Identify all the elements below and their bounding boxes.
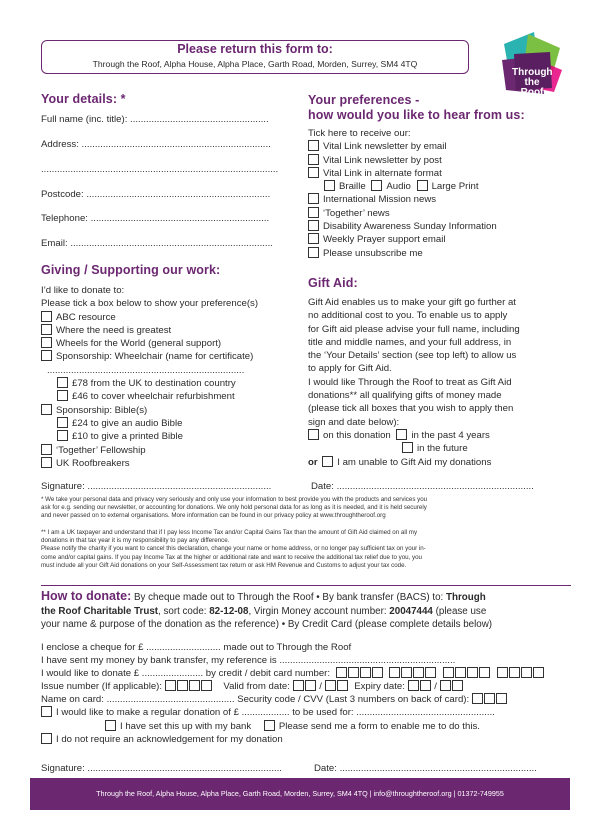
checkbox[interactable] <box>41 324 52 335</box>
signature-field[interactable]: Signature: ..................................................................... <box>41 481 272 492</box>
giving-intro-2: Please tick a box below to show your preference(s) <box>41 298 259 310</box>
pref-intl[interactable]: International Mission news <box>308 193 568 206</box>
or-label: or <box>308 456 318 468</box>
payment-section <box>41 641 576 746</box>
pref-formats <box>308 180 568 193</box>
cheque-line[interactable]: I enclose a cheque for £ ............................ made out to Through the Roof <box>41 642 352 653</box>
name-label: Name on card: ................................................ Security code / CVV (Last 3 numbers on back of card): <box>41 694 470 706</box>
how-text: , Virgin Money account number: <box>248 605 390 617</box>
date-field-2[interactable]: Date: .......................................................................... <box>314 763 537 774</box>
slash: / <box>319 681 322 693</box>
pref-vl-alt[interactable]: Vital Link in alternate format <box>308 167 568 180</box>
pref-together[interactable]: ‘Together’ news <box>308 207 568 220</box>
checkbox-setup[interactable] <box>105 720 116 731</box>
option-sponsor-wheelchair[interactable]: Sponsorship: Wheelchair (name for certificate) <box>41 350 301 363</box>
on-donation-label: on this donation <box>323 429 391 441</box>
postcode-field[interactable]: Postcode: ..................................................................... <box>41 189 271 200</box>
checkbox[interactable] <box>308 233 319 244</box>
telephone-field[interactable]: Telephone: ................................................................... <box>41 213 270 224</box>
checkbox[interactable] <box>308 193 319 204</box>
checkbox-large-print[interactable] <box>417 180 428 191</box>
gift-aid-line: the ‘Your Details’ section (see top left) to allow us <box>308 350 517 362</box>
gift-aid-line: title and middle names, and your full address, in <box>308 336 512 348</box>
send-form-label: Please send me a form to enable me to do this. <box>278 720 480 732</box>
pref-prayer[interactable]: Weekly Prayer support email <box>308 233 568 246</box>
checkbox-past4[interactable] <box>396 429 407 440</box>
issue-line <box>41 680 576 693</box>
setup-line <box>41 720 576 733</box>
setup-label: I have set this up with my bank <box>120 720 252 732</box>
checkbox[interactable] <box>308 140 319 151</box>
how-heading: How to donate: <box>41 589 132 603</box>
pref-unsub[interactable]: Please unsubscribe me <box>308 247 568 260</box>
logo-text: Through the Roof <box>512 67 553 98</box>
option-b10[interactable]: £10 to give a printed Bible <box>41 430 301 443</box>
checkbox[interactable] <box>308 220 319 231</box>
sort-code: 82-12-08 <box>209 605 249 617</box>
card-group-4[interactable] <box>497 668 545 679</box>
checkbox[interactable] <box>41 706 52 717</box>
pref-dasi[interactable]: Disability Awareness Sunday Information <box>308 220 568 233</box>
checkbox[interactable] <box>41 350 52 361</box>
account-number: 20047444 <box>389 605 433 617</box>
gift-aid-line: for Gift aid please advise your full name, including <box>308 323 520 335</box>
full-name-field[interactable]: Full name (inc. title): .................................................... <box>41 114 269 125</box>
divider <box>41 585 571 586</box>
valid-label: Valid from date: <box>223 681 290 693</box>
how-text: (please use <box>432 605 487 617</box>
past4-label: in the past 4 years <box>411 429 490 441</box>
unable-label: I am unable to Gift Aid my donations <box>337 456 492 468</box>
valid-month[interactable] <box>293 681 317 692</box>
option-wc78[interactable]: £78 from the UK to destination country <box>41 377 301 390</box>
slash: / <box>434 681 437 693</box>
logo <box>494 30 566 100</box>
gift-aid-options-row1 <box>308 429 573 442</box>
bank-name: Through <box>446 592 486 603</box>
audio-label: Audio <box>386 181 411 193</box>
card-number-line[interactable] <box>41 667 576 680</box>
how-text-3: your name & purpose of the donation as the reference) • By Credit Card (please complete details below) <box>41 619 493 630</box>
bank-name-2: the Roof Charitable Trust <box>41 605 159 617</box>
email-field[interactable]: Email: ............................................................................ <box>41 238 273 249</box>
gift-aid-text <box>308 296 573 469</box>
checkbox-send-form[interactable] <box>264 720 275 731</box>
checkbox-future[interactable] <box>402 442 413 453</box>
footer-text: Through the Roof, Alpha House, Alpha Place, Garth Road, Morden, Surrey, SM4 4TQ | info@throughtheroof.org | 01372-749955 <box>96 789 504 798</box>
checkbox[interactable] <box>41 457 52 468</box>
return-title: Please return this form to: <box>177 42 333 56</box>
checkbox[interactable] <box>57 430 68 441</box>
card-group-3[interactable] <box>443 668 491 679</box>
checkbox[interactable] <box>57 417 68 428</box>
details-heading: Your details: * <box>41 92 126 106</box>
preferences-intro: Tick here to receive our: <box>308 128 411 139</box>
option-sponsor-bible[interactable]: Sponsorship: Bible(s) <box>41 404 301 417</box>
braille-label: Braille <box>339 181 366 193</box>
gift-aid-line: donations** all qualifying gifts of money made <box>308 390 502 402</box>
gift-aid-line: I would like Through the Roof to treat as Gift Aid <box>308 376 512 388</box>
gift-aid-line: no additional cost to you. To enable us to apply <box>308 310 508 322</box>
bank-ref-line[interactable]: I have sent my money by bank transfer, my reference is .................................................................. <box>41 655 456 667</box>
no-ack-line[interactable]: I do not require an acknowledgement for my donation <box>41 733 576 746</box>
checkbox[interactable] <box>41 311 52 322</box>
option-wheels[interactable]: Wheels for the World (general support) <box>41 337 301 350</box>
giving-intro-1: I’d like to donate to: <box>41 285 125 296</box>
preferences-list <box>308 127 568 260</box>
checkbox[interactable] <box>41 733 52 744</box>
return-address: Through the Roof, Alpha House, Alpha Place, Garth Road, Morden, Surrey, SM4 4TQ <box>92 59 418 69</box>
address-field[interactable]: Address: ....................................................................... <box>41 139 271 150</box>
return-box <box>41 40 469 74</box>
signature-field-2[interactable]: Signature: ......................................................................... <box>41 763 282 774</box>
option-abc[interactable]: ABC resource <box>41 311 301 324</box>
pref-vl-email[interactable]: Vital Link newsletter by email <box>308 140 568 153</box>
checkbox[interactable] <box>41 444 52 455</box>
option-wc46[interactable]: £46 to cover wheelchair refurbishment <box>41 390 301 403</box>
future-label: in the future <box>417 443 468 455</box>
checkbox-on-donation[interactable] <box>308 429 319 440</box>
date-field[interactable]: Date: .......................................................................... <box>311 481 534 492</box>
how-text: , sort code: <box>158 605 210 617</box>
preferences-heading: Your preferences - how would you like to hear from us: <box>308 93 525 122</box>
option-need[interactable]: Where the need is greatest <box>41 324 301 337</box>
privacy-notice: * We take your personal data and privacy very seriously and only use your information to best provide you with the products and services you ask for e.g. sending our newsletter, or accounting for donations. We only hold personal data for as long as it is needed, and it is held securely and never passed on to external organisations. More information can be found in our privacy policy at www.throughtheroof.org <box>41 496 428 520</box>
option-roofbreakers[interactable]: UK Roofbreakers <box>41 457 301 470</box>
expiry-label: Expiry date: <box>354 681 405 693</box>
expiry-month[interactable] <box>408 681 432 692</box>
details-section <box>41 93 301 106</box>
how-to-donate <box>41 590 576 632</box>
card-group-2[interactable] <box>389 668 437 679</box>
gift-aid-options-row2 <box>308 442 573 455</box>
how-text: By cheque made out to Through the Roof • By bank transfer (BACS) to: <box>131 592 447 603</box>
checkbox[interactable] <box>57 390 68 401</box>
gift-aid-options-row3 <box>308 456 573 469</box>
checkbox[interactable] <box>308 247 319 258</box>
large-print-label: Large Print <box>431 181 479 193</box>
checkbox[interactable] <box>308 207 319 218</box>
address-field-2[interactable]: ......................................................................................... <box>41 164 279 175</box>
expiry-year[interactable] <box>440 681 464 692</box>
giving-list <box>41 284 301 470</box>
gift-aid-heading: Gift Aid: <box>308 276 358 290</box>
donate-label: I would like to donate £ ....................... by credit / debit card number: <box>41 668 331 680</box>
gift-aid-line: (please tick all boxes that you wish to apply then <box>308 403 514 415</box>
footer-bar <box>30 778 570 810</box>
checkbox[interactable] <box>308 167 319 178</box>
name-on-card-line[interactable] <box>41 693 576 706</box>
option-fellowship[interactable]: ‘Together’ Fellowship <box>41 444 301 457</box>
taxpayer-notice: ** I am a UK taxpayer and understand that if I pay less Income Tax and/or Capital Gains Tax than the amount of Gift Aid claimed on all my donations in that tax year it is my responsibility to pay any difference. Please notify the charity if you want to cancel this declaration, change your name or home address, or no longer pay sufficient tax on your in- come and/or capital gains. If you pay Income Tax at the higher or additional rate and want to receive the additional tax relief due to you, you must include all your Gift Aid donations on your Self-Assessment tax return or ask HM Revenue and Customs to adjust your tax code. <box>41 529 426 569</box>
checkbox-braille[interactable] <box>324 180 335 191</box>
checkbox[interactable] <box>308 154 319 165</box>
option-b24[interactable]: £24 to give an audio Bible <box>41 417 301 430</box>
gift-aid-line: sign and date below): <box>308 416 400 428</box>
checkbox[interactable] <box>41 337 52 348</box>
wheelchair-name-field[interactable]: .......................................................................... <box>47 364 245 376</box>
checkbox[interactable] <box>41 404 52 415</box>
regular-donation-line[interactable]: I would like to make a regular donation of £ .................. to be used for: .................................................... <box>41 706 576 719</box>
gift-aid-line: Gift Aid enables us to make your gift go further at <box>308 297 516 308</box>
pref-vl-post[interactable]: Vital Link newsletter by post <box>308 154 568 167</box>
card-group-1[interactable] <box>336 668 384 679</box>
checkbox[interactable] <box>57 377 68 388</box>
issue-label: Issue number (If applicable): <box>41 681 163 693</box>
issue-boxes[interactable] <box>165 681 213 692</box>
checkbox-unable[interactable] <box>322 456 333 467</box>
checkbox-audio[interactable] <box>371 180 382 191</box>
giving-heading: Giving / Supporting our work: <box>41 263 221 277</box>
gift-aid-line: to apply for Gift Aid. <box>308 363 392 375</box>
valid-year[interactable] <box>325 681 349 692</box>
cvv-boxes[interactable] <box>472 694 508 705</box>
